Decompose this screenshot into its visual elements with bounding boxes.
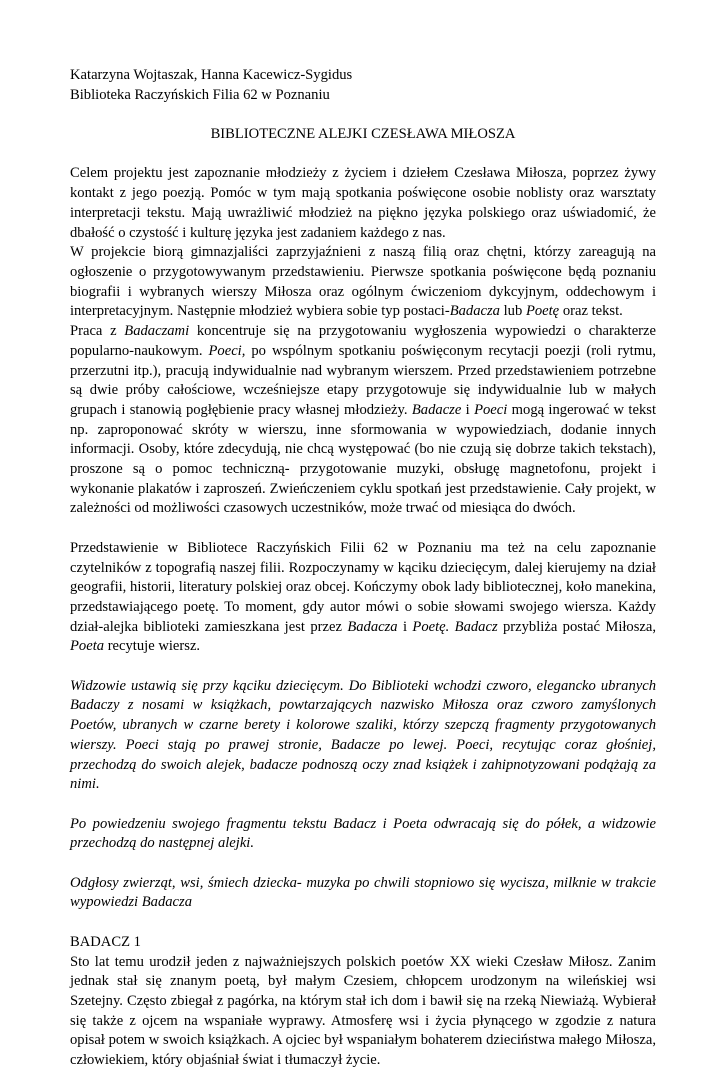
badacz-1-heading: BADACZ 1 [70,933,141,950]
spacer [70,795,656,815]
spacer [70,105,656,125]
intro-paragraph-1: Celem projektu jest zapoznanie młodzieży z życiem i dziełem Czesława Miłosza, poprzez żywy kontakt z jego poezją. Pomóc w tym mają spotkania poświęcone osobie noblisty oraz warsztaty interpretacji tekstu. Mają uwrażliwić młodzież na piękno języka polskiego oraz uświadomić, że dbałość o czystość i kulturę języka jest zadaniem każdego z nas. [70,165,656,241]
document-title: BIBLIOTECZNE ALEJKI CZESŁAWA MIŁOSZA [210,126,516,143]
spacer [70,913,656,933]
author-names: Katarzyna Wojtaszak, Hanna Kacewicz-Sygidus [70,67,353,83]
stage-direction-2: Po powiedzeniu swojego fragmentu tekstu Badacz i Poeta odwracają się do półek, a widzowie przechodzą do następnej alejki. [70,815,656,852]
stage-direction-1: Widzowie ustawią się przy kąciku dziecięcym. Do Biblioteki wchodzi czworo, elegancko ubranych Badaczy z nosami w książkach, powtarzających nazwisko Miłosza oraz czworo zamyślonych Poetów, ubranych w czarne berety i kolorowe szaliki, którzy szepczą fragmenty przygotowanych wierszy. Poeci stają po prawej stronie, Badacze po lewej. Poeci, recytując coraz głośniej, przechodzą do swoich alejek, badacze podnoszą oczy znad książek i zahipnotyzowani podążają za nimi. [70,677,656,793]
spacer [70,657,656,677]
stage-direction-3: Odgłosy zwierząt, wsi, śmiech dziecka- muzyka po chwili stopniowo się wycisza, milknie w trakcie wypowiedzi Badacza [70,874,656,911]
intro-paragraph-2: W projekcie biorą gimnazjaliści zaprzyjaźnieni z naszą filią oraz chętni, którzy zareagują na ogłoszenie o przygotowywanym przedstawieniu. Pierwsze spotkania poświęcone będą poznaniu biografii i wybranych wierszy Miłosza oraz ogólnym ćwiczeniom dykcyjnym, oddechowym i interpretacyjnym. Następnie młodzież wybiera sobie typ postaci-Badacza lub Poetę oraz tekst. [70,244,656,320]
spacer [70,854,656,874]
spacer [70,145,656,165]
document-page [70,66,656,1071]
badacz-1-text: Sto lat temu urodził jeden z najważniejszych polskich poetów XX wieki Czesław Miłosz. Zanim jednak stał się znanym poetą, był małym Czesiem, chłopcem urodzonym na wileńskiej wsi Szetejny. Często zbiegał z pagórka, na którym stał ich dom i bawił się na rzeką Niewiażą. Wybierał się także z ojcem na wspaniałe wyprawy. Atmosferę wsi i życia płynącego w zgodzie z natura opisał potem w swoich książkach. A ojciec był wspaniałym bohaterem dzieciństwa małego Miłosza, człowiekiem, który objaśniał świat i tłumaczył życie. [70,953,656,1069]
library-name: Biblioteka Raczyńskich Filia 62 w Poznaniu [70,86,330,103]
performance-paragraph: Przedstawienie w Bibliotece Raczyńskich Filii 62 w Poznaniu ma też na celu zapoznanie czytelników z topografią naszej filii. Rozpoczynamy w kąciku dziecięcym, dalej kierujemy na dział geografii, historii, literatury polskiej oraz obcej. Kończymy obok lady bibliotecznej, koło manekina, przedstawiającego poetę. To moment, gdy autor mówi o sobie słowami swojego wiersza. Każdy dział-alejka biblioteki zamieszkana jest przez Badacza i Poetę. Badacz przybliża postać Miłosza, Poeta recytuje wiersz. [70,539,657,655]
spacer [70,519,656,539]
intro-paragraph-3: Praca z Badaczami koncentruje się na przygotowaniu wygłoszenia wypowiedzi o charakterze popularno-naukowym. Poeci, po wspólnym spotkaniu poświęconym recytacji poezji (roli rytmu, przerzutni itp.), pracują indywidualnie nad wybranym wierszem. Przed przedstawieniem potrzebne są dwie próby całościowe, wcześniejsze etapy przygotowuje się indywidualnie lub w małych grupach i stanowią pogłębienie pracy własnej młodzieży. Badacze i Poeci mogą ingerować w tekst np. zaproponować skróty w wierszu, inne sformowania w wypowiedziach, dodanie innych informacji. Osoby, które zdecydują, nie chcą występować (bo nie czują się dobrze takich tekstach), proszone są o pomoc techniczną- przygotowanie muzyki, obsługę magnetofonu, projekt i wykonanie plakatów i zaproszeń. Zwieńczeniem cyklu spotkań jest przedstawienie. Cały projekt, w zależności od możliwości czasowych uczestników, może trwać od miesiąca do dwóch. [70,323,656,517]
